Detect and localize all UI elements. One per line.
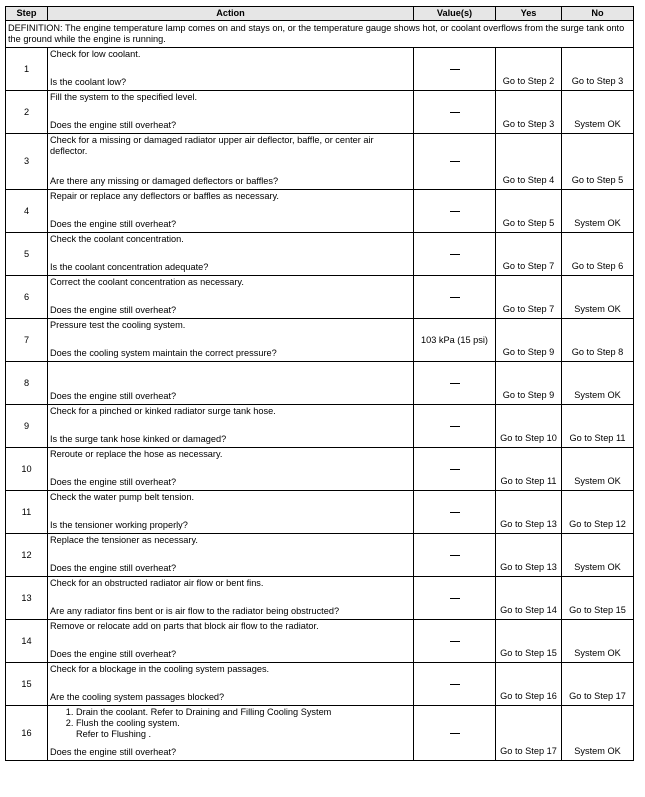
value-cell [414,134,496,190]
numbered-step: 1. Drain the coolant. Refer to Draining and Filling Cooling System [76,707,411,718]
action-content [50,191,411,230]
value-cell [414,448,496,491]
no-result: System OK [562,362,634,405]
action-question: Does the engine still overheat? [50,219,177,229]
action-question: Are any radiator fins bent or is air flow to the radiator being obstructed? [50,606,340,616]
table-row [6,233,634,276]
dash-mark [450,426,460,427]
yes-result: Go to Step 17 [496,706,562,761]
dash-mark [450,684,460,685]
action-instruction: Fill the system to the specified level. [50,92,198,102]
action-question: Is the surge tank hose kinked or damaged? [50,434,227,444]
action-instruction: Reroute or replace the hose as necessary. [50,449,223,459]
action-question: Does the engine still overheat? [50,747,177,757]
header-yes: Yes [496,7,562,21]
action-instruction: Check for low coolant. [50,49,141,59]
no-result: System OK [562,276,634,319]
diagnostic-table-container [5,6,634,761]
table-row [6,534,634,577]
action-content [50,49,411,88]
dash-mark [450,512,460,513]
yes-result: Go to Step 16 [496,663,562,706]
value-cell [414,319,496,362]
dash-mark [450,211,460,212]
no-result: Go to Step 5 [562,134,634,190]
table-row [6,48,634,91]
definition-row [6,21,634,48]
action-cell [48,134,414,190]
table-row [6,362,634,405]
action-content [50,664,411,703]
action-question: Is the tensioner working properly? [50,520,188,530]
no-result: Go to Step 12 [562,491,634,534]
action-question: Does the cooling system maintain the correct pressure? [50,348,277,358]
action-question: Does the engine still overheat? [50,649,177,659]
action-cell [48,48,414,91]
yes-result: Go to Step 13 [496,491,562,534]
step-number: 13 [6,577,48,620]
yes-result: Go to Step 11 [496,448,562,491]
step-number: 15 [6,663,48,706]
no-result: Go to Step 6 [562,233,634,276]
action-instruction: Remove or relocate add on parts that block air flow to the radiator. [50,621,319,631]
dash-mark [450,161,460,162]
action-content [50,135,411,187]
action-content [50,234,411,273]
step-number: 3 [6,134,48,190]
action-content [50,492,411,531]
yes-result: Go to Step 5 [496,190,562,233]
dash-mark [450,254,460,255]
action-question: Is the coolant concentration adequate? [50,262,209,272]
value-cell [414,362,496,405]
action-cell [48,319,414,362]
no-result: Go to Step 17 [562,663,634,706]
action-cell [48,448,414,491]
no-result: System OK [562,91,634,134]
value-cell [414,91,496,134]
action-cell [48,276,414,319]
step-number: 2 [6,91,48,134]
no-result: System OK [562,448,634,491]
action-instruction: Check the coolant concentration. [50,234,184,244]
step-number: 12 [6,534,48,577]
value-cell [414,706,496,761]
table-row [6,319,634,362]
table-row [6,190,634,233]
value-cell [414,233,496,276]
yes-result: Go to Step 15 [496,620,562,663]
action-cell [48,706,414,761]
action-question: Does the engine still overheat? [50,120,177,130]
header-no: No [562,7,634,21]
step-number: 11 [6,491,48,534]
action-cell [48,233,414,276]
no-result: System OK [562,620,634,663]
step-number: 1 [6,48,48,91]
yes-result: Go to Step 3 [496,91,562,134]
dash-mark [450,555,460,556]
yes-result: Go to Step 2 [496,48,562,91]
action-instruction: Check for a pinched or kinked radiator surge tank hose. [50,406,276,416]
yes-result: Go to Step 9 [496,319,562,362]
action-cell [48,190,414,233]
no-result: System OK [562,534,634,577]
header-action: Action [48,7,414,21]
header-values: Value(s) [414,7,496,21]
action-content [50,320,411,359]
table-row [6,706,634,761]
step-number: 6 [6,276,48,319]
action-content [50,621,411,660]
dash-mark [450,297,460,298]
action-content [50,92,411,131]
action-question: Are the cooling system passages blocked? [50,692,225,702]
table-row [6,405,634,448]
action-cell [48,620,414,663]
dash-mark [450,641,460,642]
table-row [6,134,634,190]
value-cell [414,534,496,577]
value-text: 103 kPa (15 psi) [421,334,488,345]
action-cell [48,491,414,534]
dash-mark [450,69,460,70]
action-question: Does the engine still overheat? [50,305,177,315]
numbered-steps [50,707,411,729]
yes-result: Go to Step 14 [496,577,562,620]
table-row [6,91,634,134]
yes-result: Go to Step 7 [496,276,562,319]
dash-mark [450,469,460,470]
step-number: 8 [6,362,48,405]
step-number: 16 [6,706,48,761]
action-content [50,578,411,617]
no-result: Go to Step 11 [562,405,634,448]
value-cell [414,620,496,663]
definition-text: DEFINITION: The engine temperature lamp comes on and stays on, or the temperature gauge shows hot, or coolant overflows from the surge tank onto the ground while the engine is running. [6,21,634,48]
action-instruction: Correct the coolant concentration as necessary. [50,277,244,287]
value-cell [414,577,496,620]
table-row [6,577,634,620]
action-cell [48,405,414,448]
sub-reference: Refer to Flushing . [76,729,152,739]
value-cell [414,663,496,706]
value-cell [414,190,496,233]
action-instruction: Check for an obstructed radiator air flow or bent fins. [50,578,264,588]
table-row [6,448,634,491]
step-number: 9 [6,405,48,448]
yes-result: Go to Step 7 [496,233,562,276]
action-instruction: Check for a missing or damaged radiator upper air deflector, baffle, or center air deflector. [50,135,374,156]
yes-result: Go to Step 4 [496,134,562,190]
action-instruction: Repair or replace any deflectors or baffles as necessary. [50,191,279,201]
step-number: 4 [6,190,48,233]
action-steps [50,707,411,740]
numbered-step: 2. Flush the cooling system. [76,718,411,729]
action-question: Does the engine still overheat? [50,477,177,487]
header-row [6,7,634,21]
no-result: System OK [562,190,634,233]
dash-mark [450,383,460,384]
action-content [50,406,411,445]
table-row [6,276,634,319]
no-result: Go to Step 15 [562,577,634,620]
dash-mark [450,112,460,113]
action-instruction: Pressure test the cooling system. [50,320,186,330]
action-cell [48,577,414,620]
action-instruction: Check the water pump belt tension. [50,492,195,502]
yes-result: Go to Step 13 [496,534,562,577]
dash-mark [450,598,460,599]
action-cell [48,362,414,405]
action-instruction: Check for a blockage in the cooling system passages. [50,664,270,674]
value-cell [414,276,496,319]
table-row [6,491,634,534]
action-question: Is the coolant low? [50,77,127,87]
no-result: System OK [562,706,634,761]
table-row [6,663,634,706]
dash-mark [450,733,460,734]
step-number: 10 [6,448,48,491]
step-number: 5 [6,233,48,276]
action-content [50,363,411,402]
diagnostic-table [5,6,634,761]
action-question: Does the engine still overheat? [50,563,177,573]
header-step: Step [6,7,48,21]
action-content [50,449,411,488]
action-question: Are there any missing or damaged deflectors or baffles? [50,176,279,186]
no-result: Go to Step 3 [562,48,634,91]
step-number: 7 [6,319,48,362]
table-row [6,620,634,663]
action-content [50,535,411,574]
step-number: 14 [6,620,48,663]
value-cell [414,48,496,91]
action-content [50,707,411,758]
yes-result: Go to Step 9 [496,362,562,405]
action-cell [48,663,414,706]
action-instruction: Replace the tensioner as necessary. [50,535,198,545]
value-cell [414,491,496,534]
no-result: Go to Step 8 [562,319,634,362]
yes-result: Go to Step 10 [496,405,562,448]
value-cell [414,405,496,448]
action-content [50,277,411,316]
action-question: Does the engine still overheat? [50,391,177,401]
action-cell [48,91,414,134]
action-cell [48,534,414,577]
